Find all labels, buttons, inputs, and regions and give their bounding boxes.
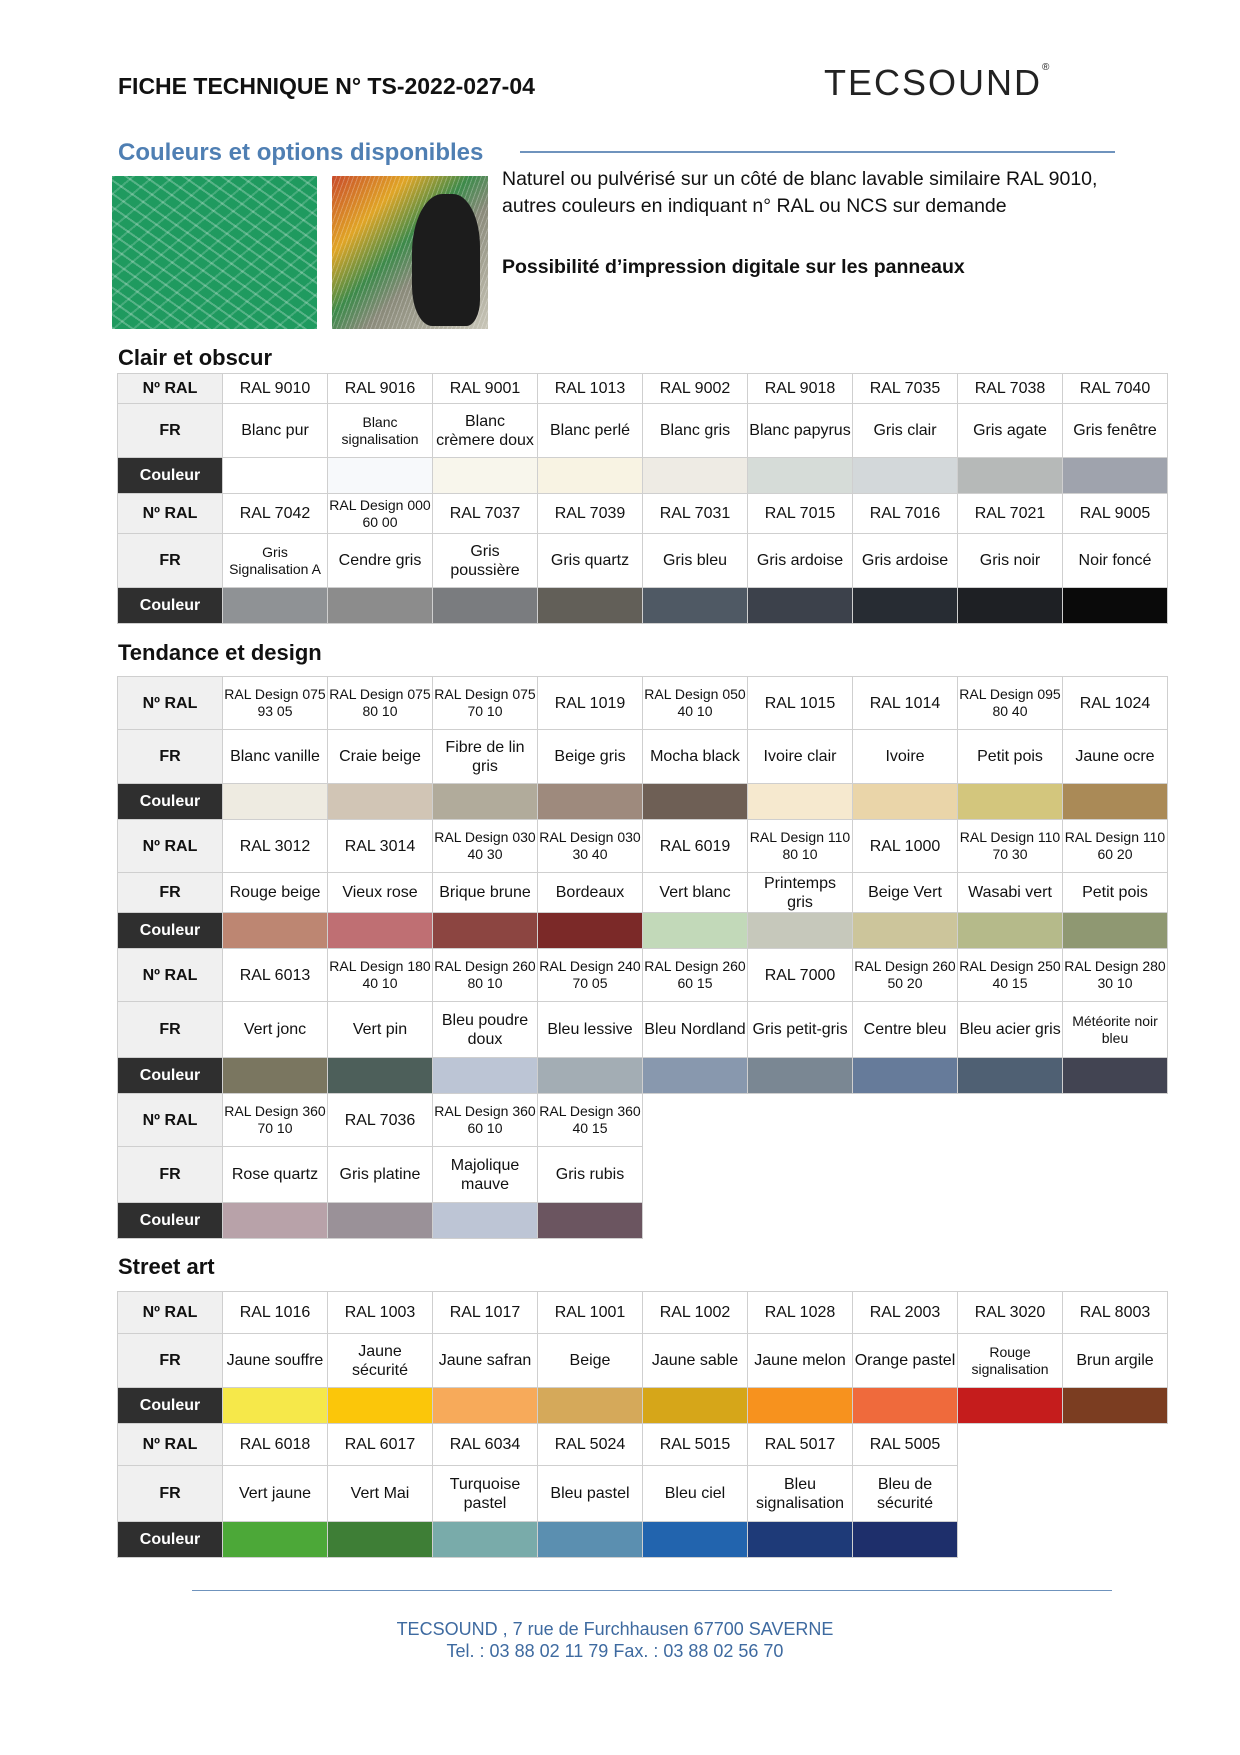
color-swatch <box>958 588 1063 624</box>
color-swatch <box>328 1522 433 1558</box>
ral-code-cell: RAL Design 360 70 10 <box>223 1094 328 1147</box>
color-swatch <box>643 913 748 949</box>
ral-code-cell: RAL 7015 <box>748 494 853 534</box>
color-row-fr <box>118 1334 1168 1388</box>
empty-cell <box>958 1203 1063 1239</box>
color-swatch <box>853 458 958 494</box>
row-label-fr: FR <box>118 1466 223 1522</box>
ral-code-cell: RAL 7042 <box>223 494 328 534</box>
color-name-cell: Gris rubis <box>538 1147 643 1203</box>
row-label-fr: FR <box>118 1002 223 1058</box>
ral-code-cell: RAL 3014 <box>328 820 433 873</box>
color-name-cell: Blanc crèmere doux <box>433 404 538 458</box>
color-name-cell: Gris petit-gris <box>748 1002 853 1058</box>
empty-cell <box>958 1424 1063 1466</box>
empty-cell <box>1063 1466 1168 1522</box>
color-row-couleur <box>118 913 1168 949</box>
color-name-cell: Jaune melon <box>748 1334 853 1388</box>
empty-cell <box>958 1466 1063 1522</box>
footer-address: TECSOUND , 7 rue de Furchhausen 67700 SAVERNE <box>396 1619 834 1639</box>
color-swatch <box>643 458 748 494</box>
color-swatch <box>223 458 328 494</box>
color-row-couleur <box>118 1203 1168 1239</box>
color-swatch <box>328 588 433 624</box>
ral-code-cell: RAL Design 260 50 20 <box>853 949 958 1002</box>
color-name-cell: Bleu lessive <box>538 1002 643 1058</box>
ral-code-cell: RAL 1024 <box>1063 677 1168 730</box>
row-label-couleur: Couleur <box>118 588 223 624</box>
color-name-cell: Blanc vanille <box>223 730 328 784</box>
color-swatch <box>223 784 328 820</box>
empty-cell <box>1063 1522 1168 1558</box>
row-label-couleur: Couleur <box>118 784 223 820</box>
color-swatch <box>433 1058 538 1094</box>
color-swatch <box>538 588 643 624</box>
ral-code-cell: RAL 7040 <box>1063 374 1168 404</box>
row-label-fr: FR <box>118 404 223 458</box>
color-swatch <box>433 588 538 624</box>
ral-code-cell: RAL Design 050 40 10 <box>643 677 748 730</box>
color-swatch <box>958 913 1063 949</box>
green-panel-sample-image <box>112 176 317 329</box>
row-label-fr: FR <box>118 1334 223 1388</box>
color-swatch <box>223 1203 328 1239</box>
color-name-cell: Gris agate <box>958 404 1063 458</box>
ral-code-cell: RAL 3012 <box>223 820 328 873</box>
color-swatch <box>748 1522 853 1558</box>
ral-code-cell: RAL 9001 <box>433 374 538 404</box>
ral-code-cell: RAL 1016 <box>223 1292 328 1334</box>
ral-code-cell: RAL Design 260 80 10 <box>433 949 538 1002</box>
category-title-tendance-design: Tendance et design <box>118 640 322 665</box>
color-name-cell: Majolique mauve <box>433 1147 538 1203</box>
color-name-cell: Gris noir <box>958 534 1063 588</box>
color-swatch <box>748 1388 853 1424</box>
color-name-cell: Rouge beige <box>223 873 328 913</box>
color-name-cell: Printemps gris <box>748 873 853 913</box>
color-swatch <box>223 1522 328 1558</box>
color-swatch <box>1063 913 1168 949</box>
color-swatch <box>1063 1058 1168 1094</box>
color-swatch <box>643 784 748 820</box>
ral-code-cell: RAL 7016 <box>853 494 958 534</box>
color-table-street-art <box>117 1291 1168 1558</box>
color-swatch <box>538 1388 643 1424</box>
ral-code-cell: RAL 5005 <box>853 1424 958 1466</box>
color-swatch <box>328 458 433 494</box>
color-name-cell: Blanc papyrus <box>748 404 853 458</box>
color-swatch <box>223 588 328 624</box>
ral-code-cell: RAL 9016 <box>328 374 433 404</box>
ral-code-cell: RAL 7031 <box>643 494 748 534</box>
color-swatch <box>853 1388 958 1424</box>
color-row-fr <box>118 534 1168 588</box>
registered-mark: ® <box>1042 62 1052 73</box>
color-name-cell: Bordeaux <box>538 873 643 913</box>
color-row-ral <box>118 820 1168 873</box>
color-swatch <box>538 1522 643 1558</box>
color-name-cell: Gris Signalisation A <box>223 534 328 588</box>
color-swatch <box>433 1388 538 1424</box>
row-label-couleur: Couleur <box>118 1203 223 1239</box>
ral-code-cell: RAL Design 360 60 10 <box>433 1094 538 1147</box>
color-name-cell: Jaune ocre <box>1063 730 1168 784</box>
row-label-fr: FR <box>118 730 223 784</box>
intro-digital-print-note: Possibilité d’impression digitale sur les panneaux <box>502 256 965 278</box>
color-name-cell: Jaune souffre <box>223 1334 328 1388</box>
empty-cell <box>643 1203 748 1239</box>
row-label-fr: FR <box>118 1147 223 1203</box>
color-swatch <box>958 1058 1063 1094</box>
color-name-cell: Bleu de sécurité <box>853 1466 958 1522</box>
color-name-cell: Mocha black <box>643 730 748 784</box>
color-name-cell: Gris platine <box>328 1147 433 1203</box>
color-name-cell: Gris poussière <box>433 534 538 588</box>
color-row-couleur <box>118 588 1168 624</box>
color-name-cell: Blanc signalisation <box>328 404 433 458</box>
color-swatch <box>1063 458 1168 494</box>
color-name-cell: Vert blanc <box>643 873 748 913</box>
empty-cell <box>643 1094 748 1147</box>
color-swatch <box>538 913 643 949</box>
color-row-couleur <box>118 1058 1168 1094</box>
intro-text: Naturel ou pulvérisé sur un côté de blanc lavable similaire RAL 9010, autres couleurs en indiquant n° RAL ou NCS sur demande <box>502 168 1098 217</box>
color-swatch <box>643 588 748 624</box>
section-heading: Couleurs et options disponibles <box>118 139 484 166</box>
color-name-cell: Météorite noir bleu <box>1063 1002 1168 1058</box>
color-row-fr <box>118 1002 1168 1058</box>
color-name-cell: Orange pastel <box>853 1334 958 1388</box>
color-row-fr <box>118 873 1168 913</box>
color-name-cell: Fibre de lin gris <box>433 730 538 784</box>
color-name-cell: Ivoire <box>853 730 958 784</box>
color-swatch <box>748 1058 853 1094</box>
empty-cell <box>1063 1424 1168 1466</box>
color-row-ral <box>118 1292 1168 1334</box>
color-row-ral <box>118 374 1168 404</box>
ral-code-cell: RAL 2003 <box>853 1292 958 1334</box>
ral-code-cell: RAL Design 110 60 20 <box>1063 820 1168 873</box>
color-name-cell: Bleu poudre doux <box>433 1002 538 1058</box>
color-name-cell: Vert jonc <box>223 1002 328 1058</box>
color-name-cell: Petit pois <box>1063 873 1168 913</box>
color-swatch <box>433 784 538 820</box>
tecsound-logo <box>824 62 1051 104</box>
ral-code-cell: RAL 5017 <box>748 1424 853 1466</box>
row-label-fr: FR <box>118 873 223 913</box>
color-swatch <box>433 913 538 949</box>
color-name-cell: Bleu Nordland <box>643 1002 748 1058</box>
ral-code-cell: RAL Design 260 60 15 <box>643 949 748 1002</box>
footer-rule <box>192 1590 1112 1591</box>
row-label-couleur: Couleur <box>118 1058 223 1094</box>
color-row-ral <box>118 1424 1168 1466</box>
color-row-ral <box>118 1094 1168 1147</box>
color-swatch <box>223 913 328 949</box>
row-label-couleur: Couleur <box>118 913 223 949</box>
empty-cell <box>1063 1147 1168 1203</box>
ral-code-cell: RAL Design 030 30 40 <box>538 820 643 873</box>
color-name-cell: Blanc pur <box>223 404 328 458</box>
color-name-cell: Vert Mai <box>328 1466 433 1522</box>
ral-code-cell: RAL 1019 <box>538 677 643 730</box>
color-name-cell: Blanc perlé <box>538 404 643 458</box>
row-label-ral: Nº RAL <box>118 374 223 404</box>
ral-code-cell: RAL 6019 <box>643 820 748 873</box>
color-swatch <box>1063 1388 1168 1424</box>
color-swatch <box>433 1522 538 1558</box>
ral-code-cell: RAL 6034 <box>433 1424 538 1466</box>
empty-cell <box>748 1203 853 1239</box>
color-row-fr <box>118 404 1168 458</box>
color-row-fr <box>118 1147 1168 1203</box>
ral-code-cell: RAL Design 110 70 30 <box>958 820 1063 873</box>
color-swatch <box>433 1203 538 1239</box>
ral-code-cell: RAL 9005 <box>1063 494 1168 534</box>
logo-text: TECSOUND <box>824 62 1043 103</box>
color-swatch <box>433 458 538 494</box>
color-row-fr <box>118 730 1168 784</box>
color-row-couleur <box>118 458 1168 494</box>
color-swatch <box>853 913 958 949</box>
color-name-cell: Rouge signalisation <box>958 1334 1063 1388</box>
ral-code-cell: RAL 8003 <box>1063 1292 1168 1334</box>
ral-code-cell: RAL 1003 <box>328 1292 433 1334</box>
color-table-clair-obscur <box>117 373 1168 624</box>
color-swatch <box>958 1388 1063 1424</box>
color-name-cell: Gris ardoise <box>748 534 853 588</box>
empty-cell <box>853 1203 958 1239</box>
color-swatch <box>748 458 853 494</box>
ral-code-cell: RAL 7035 <box>853 374 958 404</box>
row-label-ral: Nº RAL <box>118 1094 223 1147</box>
ral-code-cell: RAL Design 075 93 05 <box>223 677 328 730</box>
color-name-cell: Gris fenêtre <box>1063 404 1168 458</box>
color-swatch <box>853 1522 958 1558</box>
row-label-ral: Nº RAL <box>118 494 223 534</box>
empty-cell <box>958 1147 1063 1203</box>
empty-cell <box>958 1522 1063 1558</box>
empty-cell <box>748 1094 853 1147</box>
ral-code-cell: RAL 5015 <box>643 1424 748 1466</box>
color-swatch <box>853 784 958 820</box>
ral-code-cell: RAL Design 000 60 00 <box>328 494 433 534</box>
ral-code-cell: RAL Design 240 70 05 <box>538 949 643 1002</box>
color-swatch <box>328 1388 433 1424</box>
ral-code-cell: RAL 7021 <box>958 494 1063 534</box>
color-name-cell: Vert pin <box>328 1002 433 1058</box>
ral-code-cell: RAL Design 280 30 10 <box>1063 949 1168 1002</box>
color-name-cell: Jaune sable <box>643 1334 748 1388</box>
color-row-ral <box>118 677 1168 730</box>
ral-code-cell: RAL 3020 <box>958 1292 1063 1334</box>
color-name-cell: Jaune sécurité <box>328 1334 433 1388</box>
ral-code-cell: RAL Design 075 80 10 <box>328 677 433 730</box>
color-name-cell: Bleu ciel <box>643 1466 748 1522</box>
heading-rule <box>520 151 1115 153</box>
color-swatch <box>328 913 433 949</box>
color-name-cell: Brique brune <box>433 873 538 913</box>
color-name-cell: Ivoire clair <box>748 730 853 784</box>
ral-code-cell: RAL 7000 <box>748 949 853 1002</box>
row-label-ral: Nº RAL <box>118 949 223 1002</box>
color-swatch <box>748 784 853 820</box>
empty-cell <box>643 1147 748 1203</box>
color-swatch <box>958 784 1063 820</box>
ral-code-cell: RAL 1028 <box>748 1292 853 1334</box>
category-title-clair-obscur: Clair et obscur <box>118 345 273 370</box>
color-table-tendance-design <box>117 676 1168 1239</box>
ral-code-cell: RAL Design 180 40 10 <box>328 949 433 1002</box>
color-name-cell: Craie beige <box>328 730 433 784</box>
empty-cell <box>853 1094 958 1147</box>
ral-code-cell: RAL 7037 <box>433 494 538 534</box>
color-swatch <box>328 1058 433 1094</box>
color-name-cell: Bleu signalisation <box>748 1466 853 1522</box>
color-name-cell: Beige <box>538 1334 643 1388</box>
color-swatch <box>958 458 1063 494</box>
color-row-ral <box>118 494 1168 534</box>
row-label-ral: Nº RAL <box>118 820 223 873</box>
ral-code-cell: RAL Design 360 40 15 <box>538 1094 643 1147</box>
color-swatch <box>538 458 643 494</box>
color-swatch <box>748 913 853 949</box>
color-swatch <box>538 1203 643 1239</box>
color-name-cell: Gris bleu <box>643 534 748 588</box>
row-label-couleur: Couleur <box>118 1388 223 1424</box>
ral-code-cell: RAL 7036 <box>328 1094 433 1147</box>
footer-contact: Tel. : 03 88 02 11 79 Fax. : 03 88 02 56 70 <box>446 1641 784 1661</box>
row-label-couleur: Couleur <box>118 458 223 494</box>
color-name-cell: Bleu pastel <box>538 1466 643 1522</box>
color-name-cell: Petit pois <box>958 730 1063 784</box>
ral-code-cell: RAL 1014 <box>853 677 958 730</box>
color-name-cell: Centre bleu <box>853 1002 958 1058</box>
color-name-cell: Rose quartz <box>223 1147 328 1203</box>
ral-code-cell: RAL 1002 <box>643 1292 748 1334</box>
empty-cell <box>853 1147 958 1203</box>
ral-code-cell: RAL Design 030 40 30 <box>433 820 538 873</box>
ral-code-cell: RAL 6017 <box>328 1424 433 1466</box>
color-name-cell: Beige Vert <box>853 873 958 913</box>
color-name-cell: Cendre gris <box>328 534 433 588</box>
color-swatch <box>853 1058 958 1094</box>
color-swatch <box>643 1058 748 1094</box>
empty-cell <box>1063 1094 1168 1147</box>
color-name-cell: Noir foncé <box>1063 534 1168 588</box>
ral-code-cell: RAL 7038 <box>958 374 1063 404</box>
footer <box>0 1618 1230 1662</box>
color-swatch <box>223 1058 328 1094</box>
color-name-cell: Vert jaune <box>223 1466 328 1522</box>
ral-code-cell: RAL Design 250 40 15 <box>958 949 1063 1002</box>
color-swatch <box>328 1203 433 1239</box>
row-label-couleur: Couleur <box>118 1522 223 1558</box>
color-swatch <box>538 1058 643 1094</box>
color-name-cell: Vieux rose <box>328 873 433 913</box>
color-name-cell: Wasabi vert <box>958 873 1063 913</box>
ral-code-cell: RAL 6018 <box>223 1424 328 1466</box>
color-name-cell: Gris ardoise <box>853 534 958 588</box>
ral-code-cell: RAL 1000 <box>853 820 958 873</box>
ral-code-cell: RAL Design 075 70 10 <box>433 677 538 730</box>
color-name-cell: Blanc gris <box>643 404 748 458</box>
ral-code-cell: RAL Design 095 80 40 <box>958 677 1063 730</box>
document-title: FICHE TECHNIQUE N° TS-2022-027-04 <box>118 73 535 99</box>
color-name-cell: Gris quartz <box>538 534 643 588</box>
color-row-ral <box>118 949 1168 1002</box>
ral-code-cell: RAL 7039 <box>538 494 643 534</box>
color-row-couleur <box>118 784 1168 820</box>
color-swatch <box>853 588 958 624</box>
color-name-cell: Gris clair <box>853 404 958 458</box>
row-label-ral: Nº RAL <box>118 677 223 730</box>
silhouette-shape <box>412 194 480 326</box>
color-swatch <box>223 1388 328 1424</box>
color-name-cell: Beige gris <box>538 730 643 784</box>
ral-code-cell: RAL 1015 <box>748 677 853 730</box>
color-swatch <box>748 588 853 624</box>
ral-code-cell: RAL 1017 <box>433 1292 538 1334</box>
row-label-ral: Nº RAL <box>118 1424 223 1466</box>
empty-cell <box>958 1094 1063 1147</box>
color-swatch <box>1063 588 1168 624</box>
row-label-ral: Nº RAL <box>118 1292 223 1334</box>
color-swatch <box>643 1522 748 1558</box>
empty-cell <box>1063 1203 1168 1239</box>
color-swatch <box>1063 784 1168 820</box>
color-row-couleur <box>118 1388 1168 1424</box>
ral-code-cell: RAL 1001 <box>538 1292 643 1334</box>
printed-panel-sample-image <box>332 176 488 329</box>
ral-code-cell: RAL 1013 <box>538 374 643 404</box>
color-row-fr <box>118 1466 1168 1522</box>
ral-code-cell: RAL 5024 <box>538 1424 643 1466</box>
ral-code-cell: RAL 9018 <box>748 374 853 404</box>
color-name-cell: Brun argile <box>1063 1334 1168 1388</box>
color-swatch <box>538 784 643 820</box>
empty-cell <box>748 1147 853 1203</box>
category-title-street-art: Street art <box>118 1254 215 1279</box>
row-label-fr: FR <box>118 534 223 588</box>
color-name-cell: Bleu acier gris <box>958 1002 1063 1058</box>
color-swatch <box>643 1388 748 1424</box>
ral-code-cell: RAL 9010 <box>223 374 328 404</box>
ral-code-cell: RAL 6013 <box>223 949 328 1002</box>
color-swatch <box>328 784 433 820</box>
color-name-cell: Turquoise pastel <box>433 1466 538 1522</box>
ral-code-cell: RAL Design 110 80 10 <box>748 820 853 873</box>
ral-code-cell: RAL 9002 <box>643 374 748 404</box>
color-name-cell: Jaune safran <box>433 1334 538 1388</box>
color-row-couleur <box>118 1522 1168 1558</box>
